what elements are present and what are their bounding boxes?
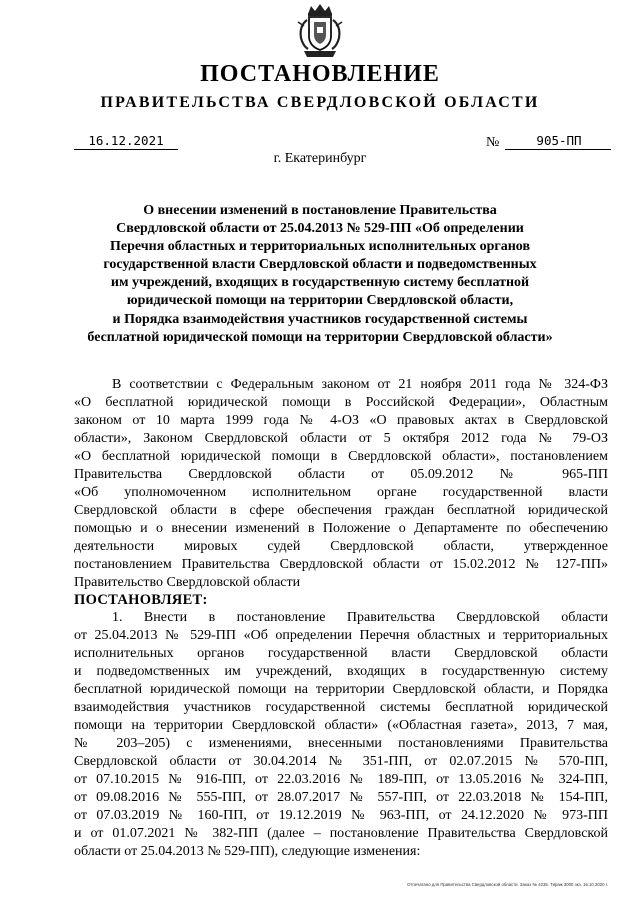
resolution-word: ПОСТАНОВЛЯЕТ: <box>74 592 208 608</box>
print-imprint-footer: Отпечатано для Правительства Свердловской области. Заказ № 4235. Тираж 3000 экз. 16.10.2020 г. <box>407 882 608 887</box>
number-sign: № <box>486 135 500 150</box>
body-line: Свердловской области от 30.04.2014 № 351-ПП, от 02.07.2015 № 570-ПП, <box>74 754 608 769</box>
body-line: и подведомственных им учреждений, входящих в государственную систему <box>74 664 608 679</box>
body-line: области от 25.04.2013 № 529-ПП), следующие изменения: <box>74 844 421 859</box>
body-line: бесплатной юридической помощи на территории Свердловской области, и Порядка <box>74 682 608 697</box>
body-line: от 25.04.2013 № 529-ПП «Об определении Перечня областных и территориальных <box>74 628 608 643</box>
body-line: помощи на территории Свердловской области» («Областная газета», 2013, 7 мая, <box>74 718 608 733</box>
document-title: ПОСТАНОВЛЕНИЕ <box>200 61 440 87</box>
body-line: Свердловской области в сфере обеспечения граждан бесплатной юридической <box>74 503 608 518</box>
document-number: 905-ПП <box>536 133 582 148</box>
body-line: области», Законом Свердловской области от 5 октября 2012 года № 79-ОЗ <box>74 431 608 446</box>
heading-line: бесплатной юридической помощи на территории Свердловской области» <box>87 329 553 345</box>
body-line: «О бесплатной юридической помощи в Свердловской области», постановлением <box>74 449 608 464</box>
heading-line: им учреждений, входящих в государственную систему бесплатной <box>110 275 530 291</box>
body-line: законом от 10 марта 1999 года № 4-ОЗ «О правовых актах в Свердловской <box>74 413 608 428</box>
body-line: № 203–205) с изменениями, внесенными постановлениями Правительства <box>74 736 608 751</box>
body-line: взаимодействия участников государственной системы бесплатной юридической <box>74 700 608 715</box>
heading-line: О внесении изменений в постановление Правительства <box>143 203 497 218</box>
body-line: помощью и о внесении изменений в Положение о Департаменте по обеспечению <box>74 521 608 536</box>
document-date: 16.12.2021 <box>88 133 164 148</box>
document-heading <box>60 202 580 347</box>
body-line: деятельности мировых судей Свердловской области, утвержденное <box>74 539 608 554</box>
body-line: постановлением Правительства Свердловской области от 15.02.2012 № 127-ПП» <box>74 557 608 572</box>
body-line: и от 01.07.2021 № 382-ПП (далее – постановление Правительства Свердловской <box>74 826 608 841</box>
body-line: 1. Внести в постановление Правительства Свердловской области <box>112 610 608 625</box>
heading-line: юридической помощи на территории Свердловской области, <box>126 293 514 309</box>
body-line: Правительства Свердловской области от 05.09.2012 № 965-ПП <box>74 467 608 482</box>
body-line: от 09.08.2016 № 555-ПП, от 28.07.2017 № 557-ПП, от 22.03.2018 № 154-ПП, <box>74 790 608 805</box>
body-line: «О бесплатной юридической помощи в Российской Федерации», Областным <box>74 395 608 410</box>
heading-line: Перечня областных и территориальных исполнительных органов <box>109 239 531 255</box>
coat-of-arms-emblem <box>296 2 344 60</box>
body-line: Правительство Свердловской области <box>74 575 301 590</box>
body-line: от 07.10.2015 № 916-ПП, от 22.03.2016 № 189-ПП, от 13.05.2016 № 324-ПП, <box>74 772 608 787</box>
body-line: от 07.03.2019 № 160-ПП, от 19.12.2019 № 963-ПП, от 24.12.2020 № 973-ПП <box>74 808 608 823</box>
heading-line: и Порядка взаимодействия участников государственной системы <box>112 311 528 327</box>
body-line: «Об уполномоченном исполнительном органе государственной власти <box>74 485 608 500</box>
heading-line: государственной власти Свердловской области и подведомственных <box>103 257 537 273</box>
body-line: В соответствии с Федеральным законом от 21 ноября 2011 года № 324-ФЗ <box>112 377 608 392</box>
heading-line: Свердловской области от 25.04.2013 № 529-ПП «Об определении <box>116 221 524 237</box>
document-city: г. Екатеринбург <box>273 151 367 166</box>
document-subtitle: ПРАВИТЕЛЬСТВА СВЕРДЛОВСКОЙ ОБЛАСТИ <box>100 94 540 111</box>
body-line: исполнительных органов государственной власти Свердловской области <box>74 646 608 661</box>
